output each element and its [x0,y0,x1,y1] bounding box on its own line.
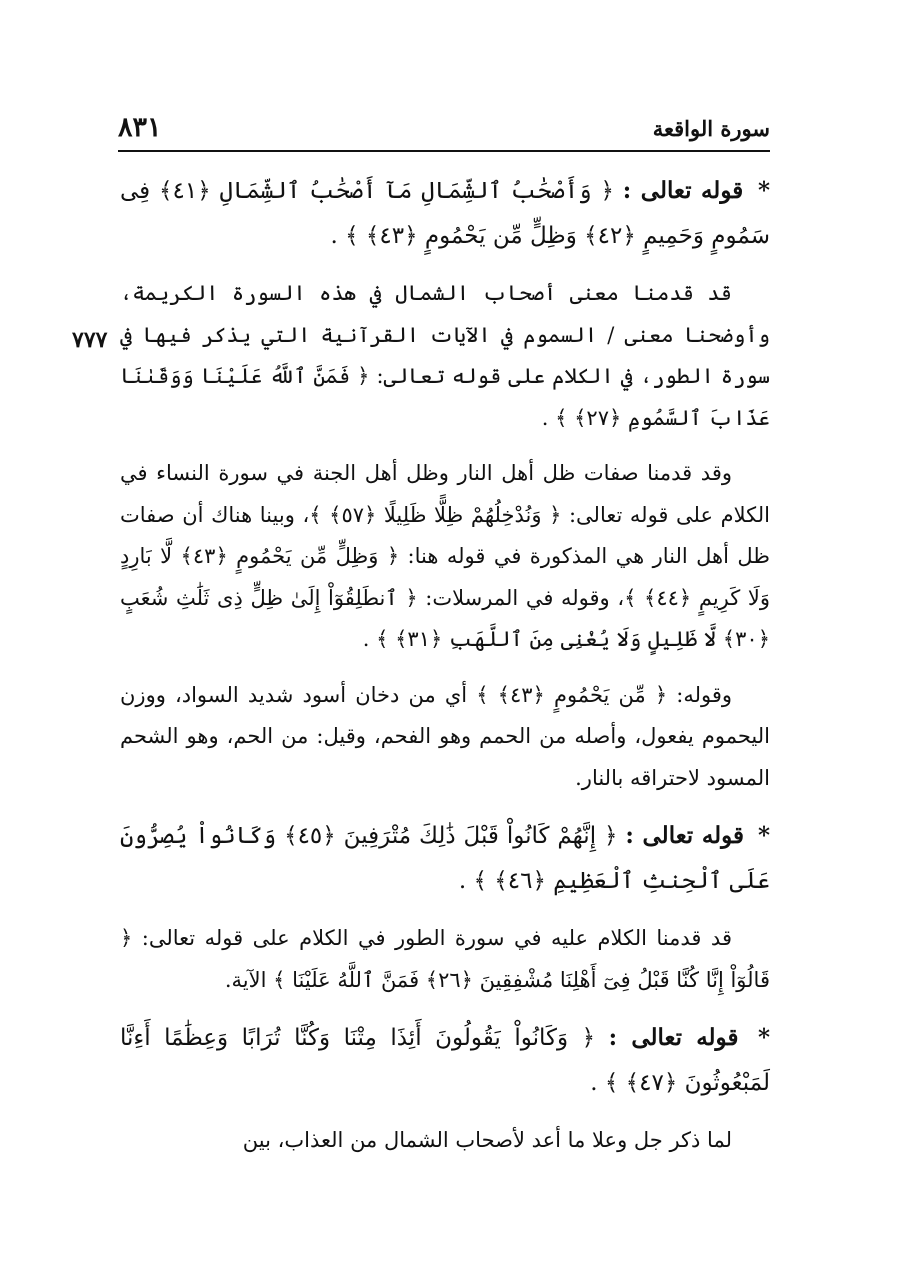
verse-heading [120,813,770,904]
commentary-paragraph: لما ذكر جل وعلا ما أعد لأصحاب الشمال من العذاب، بين [242,1128,732,1152]
margin-page-reference: ٧٧٧ [72,327,108,353]
verse-lead: قوله تعالى : [625,822,745,849]
commentary-paragraph: قد قدمنا الكلام عليه في سورة الطور في الكلام على قوله تعالى: ﴿ قَالُوٓاْ إِنَّا كُنَّا قَبْلُ فِىٓ أَهْلِنَا مُشْفِقِينَ ﴿٢٦﴾ فَمَنَّ ٱللَّهُ عَلَيْنَا ﴾ الآية. [120,926,770,992]
commentary-paragraph: وقد قدمنا صفات ظل أهل النار وظل أهل الجنة في سورة النساء في الكلام على قوله تعالى: ﴿ وَنُدْخِلُهُمْ ظِلًّا ظَلِيلًا ﴿٥٧﴾ ﴾، وبينا هناك أن صفات ظل أهل النار هي المذكورة في قوله هنا: ﴿ وَظِلٍّ مِّن يَحْمُومٍ ﴿٤٣﴾ لَّا بَارِدٍ وَلَا كَرِيمٍ ﴿٤٤﴾ ﴾، وقوله في المرسلات: ﴿ ٱنطَلِقُوٓاْ إِلَىٰ ظِلٍّ ذِى ثَلَٰثِ شُعَبٍ ﴿٣٠﴾ لَّا ظَلِيلٍ وَلَا يُغْنِى مِنَ ٱللَّهَبِ ﴿٣١﴾ ﴾ . [120,461,770,651]
surah-title: سورة الواقعة [652,116,770,141]
verse-heading [120,1015,770,1106]
header-rule [118,150,770,152]
verse-lead: قوله تعالى : [622,177,744,204]
page-body [120,168,770,1176]
page-header [118,108,770,152]
verse-lead: قوله تعالى : [608,1024,739,1051]
page-number: ٨٣١ [118,112,162,143]
quran-text: ﴿ وَأَصْحَٰبُ ٱلشِّمَالِ مَآ أَصْحَٰبُ ٱلشِّمَالِ ﴿٤١﴾ فِى سَمُومٍ وَحَمِيمٍ ﴿٤٢﴾ وَظِلٍّ مِّن يَحْمُومٍ ﴿٤٣﴾ ﴾ . [120,178,770,249]
commentary-paragraph: قد قدمنا معنى أصحاب الشمال في هذه السورة الكريمة، وأوضحنا معنى / السموم في الآيات القرآنية التي يذكر فيها في سورة الطور، في الكلام على قوله تعالى: ﴿ فَمَنَّ ٱللَّهُ عَلَيْنَا وَوَقَىٰنَا عَذَابَ ٱلسَّمُومِ ﴿٢٧﴾ ﴾ . [120,281,770,430]
verse-heading [120,168,770,259]
verse-marker: * [757,1024,770,1051]
verse-marker: * [758,177,771,204]
commentary-paragraph: وقوله: ﴿ مِّن يَحْمُومٍ ﴿٤٣﴾ ﴾ أي من دخان أسود شديد السواد، ووزن اليحموم يفعول، وأصله من الحمم وهو الفحم، وقيل: من الحم، وهو الشحم المسود لاحتراقه بالنار. [120,682,770,790]
quran-text: ﴿ إِنَّهُمْ كَانُواْ قَبْلَ ذَٰلِكَ مُتْرَفِينَ ﴿٤٥﴾ وَكَانُواْ يُصِرُّونَ عَلَى ٱلْحِنثِ ٱلْعَظِيمِ ﴿٤٦﴾ ﴾ . [120,823,770,894]
quran-text: ﴿ وَكَانُواْ يَقُولُونَ أَئِذَا مِتْنَا وَكُنَّا تُرَابًا وَعِظَٰمًا أَءِنَّا لَمَبْعُوثُونَ ﴿٤٧﴾ ﴾ . [120,1025,770,1096]
verse-marker: * [757,822,770,849]
